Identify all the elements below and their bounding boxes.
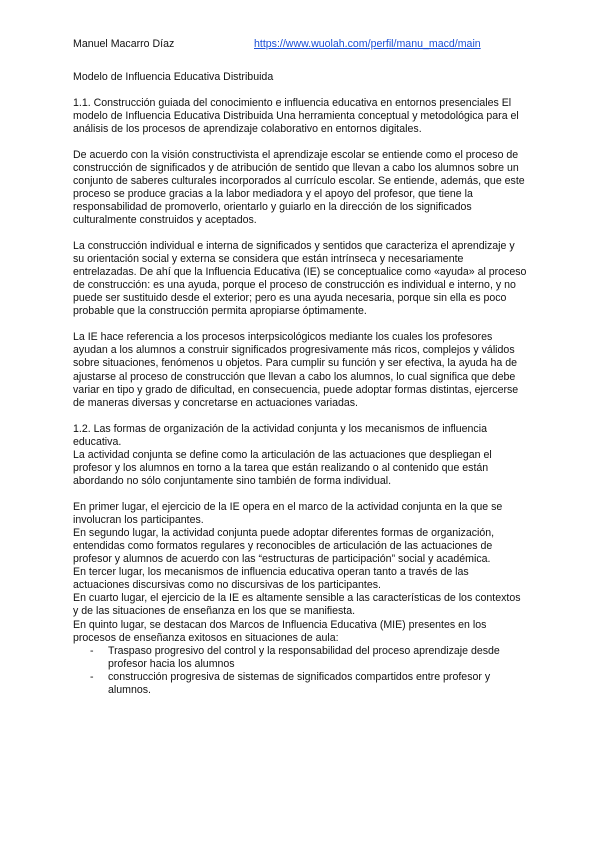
paragraph-3: La IE hace referencia a los procesos interpsicológicos mediante los cuales los profesores ayudan a los alumnos a construir significados progresivamente más ricos, complejos y válidos sobre situaciones, fenómenos u objetos. Para cumplir su función y ser efectiva, la ayuda ha de ajustarse al proceso de construcción que llevan a cabo los alumnos, lo cual significa que debe variar en tipo y grado de dificultad, en consecuencia, puede adoptar formas distintas, ejercerse de maneras diversas y concretarse en actuaciones variadas.	[73, 331, 519, 409]
list-item-text: Traspaso progresivo del control y la responsabilidad del proceso aprendizaje desde profesor hacia los alumnos	[108, 644, 500, 670]
dash-list	[73, 645, 528, 697]
section-1-2-block	[73, 423, 528, 488]
point-1: En primer lugar, el ejercicio de la IE opera en el marco de la actividad conjunta en la que se involucran los participantes.	[73, 500, 503, 526]
paragraph-4: La actividad conjunta se define como la articulación de las actuaciones que despliegan el profesor y los alumnos en torno a la tarea que están realizando o al contenido que están abordando no sólo conjuntamente sino también de forma individual.	[73, 448, 492, 487]
points-block	[73, 501, 528, 697]
point-4: En cuarto lugar, el ejercicio de la IE es altamente sensible a las características de los contextos y de las situaciones de enseñanza en los que se manifiesta.	[73, 592, 521, 618]
point-2: En segundo lugar, la actividad conjunta puede adoptar diferentes formas de organización, entendidas como formatos regulares y reconocibles de articulación de las actuaciones de profesor y alumnos de acuerdo con las “estructuras de participación” social y académica.	[73, 526, 495, 566]
list-item	[73, 645, 528, 671]
dash-bullet: -	[90, 644, 94, 657]
paragraph-2: La construcción individual e interna de significados y sentidos que caracteriza el aprendizaje y su orientación social y externa se considera que están intrínseca y necesariamente entrelazadas. De ahí que la Influencia Educativa (IE) se conceptualice como «ayuda» al proceso de construcción: es una ayuda, porque el proceso de construcción es individual e interno, y no puede ser sustituido desde el exterior; pero es una ayuda necesaria, porque sin ella es poco probable que la construcción permita apropiarse óptimamente.	[73, 240, 527, 318]
document-body	[73, 71, 528, 697]
section-1-1: 1.1. Construcción guiada del conocimiento e influencia educativa en entornos presenciales El modelo de Influencia Educativa Distribuida Una herramienta conceptual y metodológica para el análisis de los procesos de aprendizaje colaborativo en entornos digitales.	[73, 96, 519, 135]
section-1-2-heading: 1.2. Las formas de organización de la actividad conjunta y los mecanismos de influencia educativa.	[73, 422, 487, 448]
list-item	[73, 671, 528, 697]
page-header	[73, 37, 533, 51]
dash-bullet: -	[90, 670, 94, 683]
point-5: En quinto lugar, se destacan dos Marcos de Influencia Educativa (MIE) presentes en los procesos de enseñanza exitosos en situaciones de aula:	[73, 618, 487, 644]
paragraph-1: De acuerdo con la visión constructivista el aprendizaje escolar se entiende como el proceso de construcción de significados y de atribución de sentido que llevan a cabo los alumnos sobre un conjunto de saberes culturales incorporados al currículo escolar. Se entiende, además, que este proceso se produce gracias a la labor mediadora y el apoyo del profesor, que tiene la responsabilidad de promoverlo, orientarlo y guiarlo en la dirección de los significados culturalmente construidos y aceptados.	[73, 148, 525, 227]
document-title: Modelo de Influencia Educativa Distribuida	[73, 71, 274, 83]
profile-link[interactable]: https://www.wuolah.com/perfil/manu_macd/main	[254, 38, 481, 50]
list-item-text: construcción progresiva de sistemas de significados compartidos entre profesor y alumnos.	[108, 670, 491, 696]
point-3: En tercer lugar, los mecanismos de influencia educativa operan tanto a través de las actuaciones discursivas como no discursivas de los participantes.	[73, 566, 469, 592]
author-name: Manuel Macarro Díaz	[73, 38, 175, 50]
